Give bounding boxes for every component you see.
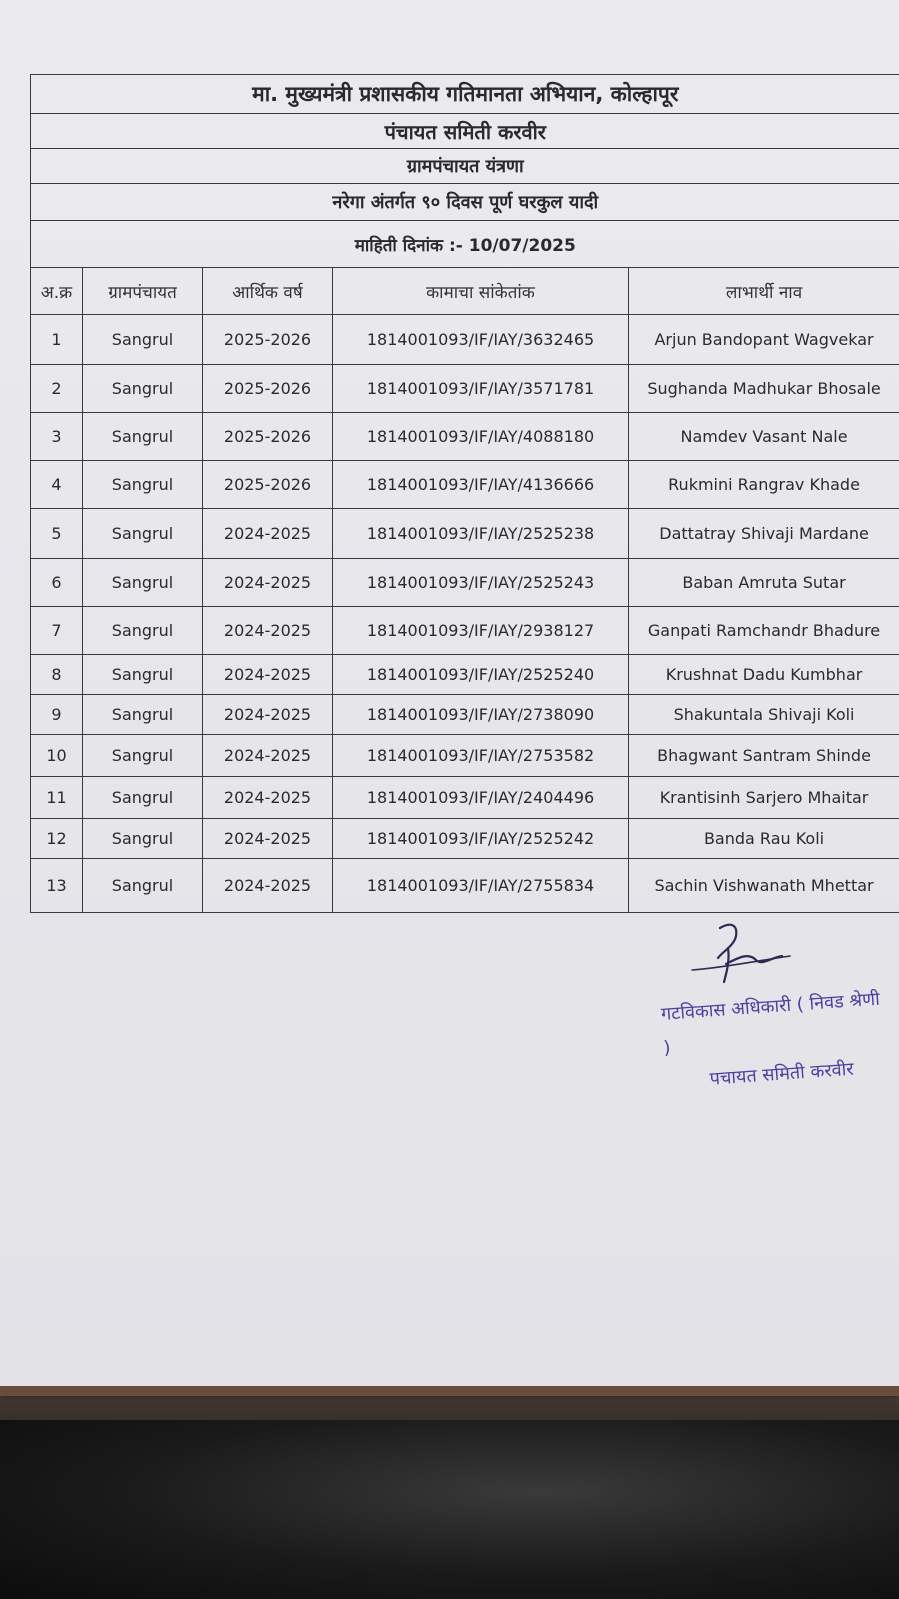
cell-beneficiary-name: Namdev Vasant Nale [629, 413, 899, 461]
cell-financial-year: 2024-2025 [203, 735, 333, 777]
cell-financial-year: 2024-2025 [203, 559, 333, 607]
background-floor [0, 1420, 899, 1599]
cell-financial-year: 2024-2025 [203, 777, 333, 819]
cell-serial: 13 [31, 859, 83, 913]
cell-gram-panchayat: Sangrul [83, 859, 203, 913]
cell-beneficiary-name: Sughanda Madhukar Bhosale [629, 365, 899, 413]
cell-gram-panchayat: Sangrul [83, 655, 203, 695]
header-line-panchayat-samiti: पंचायत समिती करवीर [31, 114, 899, 149]
cell-work-code: 1814001093/IF/IAY/2938127 [333, 607, 629, 655]
cell-work-code: 1814001093/IF/IAY/3571781 [333, 365, 629, 413]
cell-serial: 3 [31, 413, 83, 461]
table-row [31, 509, 899, 559]
cell-work-code: 1814001093/IF/IAY/4088180 [333, 413, 629, 461]
cell-serial: 2 [31, 365, 83, 413]
cell-beneficiary-name: Banda Rau Koli [629, 819, 899, 859]
cell-beneficiary-name: Baban Amruta Sutar [629, 559, 899, 607]
column-header-work-code: कामाचा सांकेतांक [333, 268, 629, 315]
cell-beneficiary-name: Krushnat Dadu Kumbhar [629, 655, 899, 695]
cell-gram-panchayat: Sangrul [83, 559, 203, 607]
beneficiary-table [30, 74, 899, 913]
cell-work-code: 1814001093/IF/IAY/2753582 [333, 735, 629, 777]
cell-beneficiary-name: Shakuntala Shivaji Koli [629, 695, 899, 735]
cell-gram-panchayat: Sangrul [83, 695, 203, 735]
cell-gram-panchayat: Sangrul [83, 777, 203, 819]
cell-financial-year: 2024-2025 [203, 655, 333, 695]
table-row [31, 607, 899, 655]
column-header-serial: अ.क्र [31, 268, 83, 315]
cell-financial-year: 2024-2025 [203, 509, 333, 559]
column-header-gram-panchayat: ग्रामपंचायत [83, 268, 203, 315]
cell-serial: 4 [31, 461, 83, 509]
cell-work-code: 1814001093/IF/IAY/2755834 [333, 859, 629, 913]
cell-serial: 7 [31, 607, 83, 655]
table-row [31, 777, 899, 819]
cell-serial: 8 [31, 655, 83, 695]
cell-serial: 10 [31, 735, 83, 777]
cell-beneficiary-name: Krantisinh Sarjero Mhaitar [629, 777, 899, 819]
cell-financial-year: 2024-2025 [203, 859, 333, 913]
cell-work-code: 1814001093/IF/IAY/2525242 [333, 819, 629, 859]
table-row [31, 819, 899, 859]
cell-gram-panchayat: Sangrul [83, 365, 203, 413]
cell-beneficiary-name: Bhagwant Santram Shinde [629, 735, 899, 777]
stamp-office: पचायत समिती करवीर [709, 1059, 855, 1091]
header-line-list-title: नरेगा अंतर्गत ९० दिवस पूर्ण घरकुल यादी [31, 184, 899, 221]
cell-serial: 12 [31, 819, 83, 859]
cell-serial: 1 [31, 315, 83, 365]
cell-financial-year: 2024-2025 [203, 695, 333, 735]
table-row [31, 695, 899, 735]
table-row [31, 655, 899, 695]
table-row [31, 461, 899, 509]
cell-gram-panchayat: Sangrul [83, 819, 203, 859]
cell-beneficiary-name: Sachin Vishwanath Mhettar [629, 859, 899, 913]
table-surface-edge [0, 1386, 899, 1396]
cell-serial: 5 [31, 509, 83, 559]
cell-financial-year: 2025-2026 [203, 315, 333, 365]
cell-financial-year: 2025-2026 [203, 413, 333, 461]
cell-gram-panchayat: Sangrul [83, 315, 203, 365]
cell-gram-panchayat: Sangrul [83, 735, 203, 777]
column-header-beneficiary: लाभार्थी नाव [629, 268, 899, 315]
cell-work-code: 1814001093/IF/IAY/2525243 [333, 559, 629, 607]
cell-gram-panchayat: Sangrul [83, 607, 203, 655]
table-row [31, 413, 899, 461]
cell-beneficiary-name: Arjun Bandopant Wagvekar [629, 315, 899, 365]
cell-serial: 9 [31, 695, 83, 735]
cell-financial-year: 2025-2026 [203, 365, 333, 413]
cell-beneficiary-name: Ganpati Ramchandr Bhadure [629, 607, 899, 655]
table-row [31, 365, 899, 413]
table-row [31, 315, 899, 365]
cell-serial: 11 [31, 777, 83, 819]
official-stamp [660, 982, 897, 1100]
cell-work-code: 1814001093/IF/IAY/2525240 [333, 655, 629, 695]
cell-financial-year: 2024-2025 [203, 819, 333, 859]
table-row [31, 559, 899, 607]
cell-beneficiary-name: Dattatray Shivaji Mardane [629, 509, 899, 559]
header-line-date: माहिती दिनांक :- 10/07/2025 [31, 221, 899, 268]
cell-work-code: 1814001093/IF/IAY/2738090 [333, 695, 629, 735]
cell-work-code: 1814001093/IF/IAY/2404496 [333, 777, 629, 819]
signature-mark [690, 918, 800, 988]
table-row [31, 735, 899, 777]
column-header-row [31, 268, 899, 315]
cell-gram-panchayat: Sangrul [83, 461, 203, 509]
cell-financial-year: 2024-2025 [203, 607, 333, 655]
cell-gram-panchayat: Sangrul [83, 413, 203, 461]
table-row [31, 859, 899, 913]
stamp-designation: गटविकास अधिकारी ( निवड श्रेणी ) [660, 988, 881, 1060]
cell-work-code: 1814001093/IF/IAY/4136666 [333, 461, 629, 509]
column-header-financial-year: आर्थिक वर्ष [203, 268, 333, 315]
cell-financial-year: 2025-2026 [203, 461, 333, 509]
cell-work-code: 1814001093/IF/IAY/3632465 [333, 315, 629, 365]
cell-beneficiary-name: Rukmini Rangrav Khade [629, 461, 899, 509]
cell-gram-panchayat: Sangrul [83, 509, 203, 559]
header-line-campaign: मा. मुख्यमंत्री प्रशासकीय गतिमानता अभियान, कोल्हापूर [31, 75, 899, 114]
header-line-gram-panchayat: ग्रामपंचायत यंत्रणा [31, 149, 899, 184]
cell-work-code: 1814001093/IF/IAY/2525238 [333, 509, 629, 559]
cell-serial: 6 [31, 559, 83, 607]
